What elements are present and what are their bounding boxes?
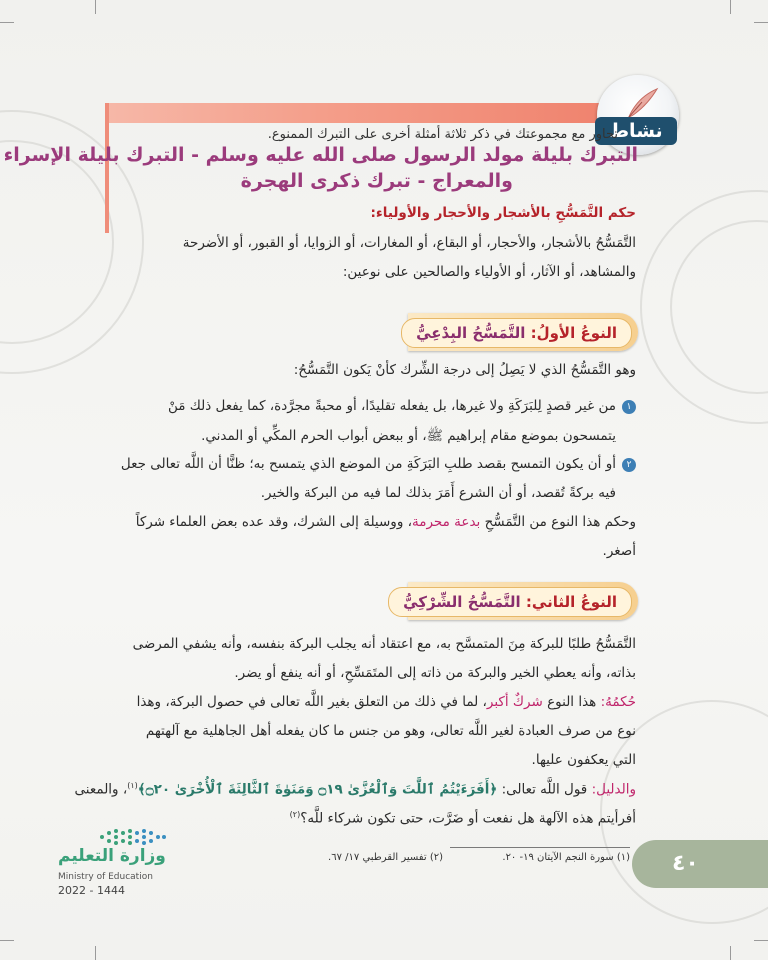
paragraph-line: والمشاهد، أو الآثار، أو الأولياء والصالحين على نوعين: [342,264,636,280]
ruling-highlight: بدعة محرمة [412,514,481,530]
paragraph-line: أصغر. [602,543,636,559]
paragraph-line: نوع من صرف العبادة لغير اللَّه تعالى، وهو من جنس ما كان يفعله أهل الجاهلية مع آلهتهم [145,723,636,739]
ministry-name-ar: وزارة التعليم [58,846,166,866]
crop-mark [730,946,731,960]
footnote-1: (١) سورة النجم الآيتان ١٩- ٢٠. [502,852,630,863]
ruling-heading: حكم التَّمَسُّحِ بالأشجار والأحجار والأولياء: [370,205,636,221]
footnote-rule [450,847,630,848]
bullet-text: يتمسحون بموضع مقام إبراهيم ﷺ، أو ببعض أبواب الحرم المكِّي أو المدني. [201,428,616,444]
dalil-line [75,781,636,798]
activity-badge-label: نشاط [595,117,677,145]
hukm-line [137,694,636,710]
crop-mark [0,940,14,941]
section-header-pill [388,587,632,617]
ministry-logo [58,828,168,898]
hukm-label: حُكمُهُ: [600,694,636,710]
ministry-dots-icon [98,828,168,846]
crop-mark [754,22,768,23]
hukm-text: هذا النوع [542,694,601,710]
dalil-meaning: أفرأيتم هذه الآلهة هل نفعت أو ضَرَّت، حتى تكون شركاء للَّه؟ [300,810,636,827]
paragraph-line: التَّمَسُّحُ بالأشجار، والأحجار، أو البقاع، أو المغارات، أو الزوايا، أو القبور، أو الأضرحة [182,235,636,251]
quran-verse: ﴿أَفَرَءَيْتُمُ ٱللَّٰتَ وَٱلْعُزَّىٰ ۝١٩ وَمَنَوٰةَ ٱلثَّالِثَةَ ٱلْأُخْرَىٰ ۝٢٠﴾ [137,781,498,798]
page-number: ٤٠ [632,840,768,888]
activity-border [105,103,109,233]
ruling-text: وحكم هذا النوع من التَّمَسُّحِ [480,514,636,530]
section-title: التَّمَسُّحُ الشِّرْكِيُّ [403,593,521,611]
crop-mark [95,0,96,14]
section-title: التَّمَسُّحُ البِدْعِيُّ [416,324,526,342]
crop-mark [0,22,14,23]
paragraph-line: التَّمَسُّحُ طلبًا للبركة مِنَ المتمسَّح به، مع اعتقاد أنه يجلب البركة بنفسه، وأنه يشفي المرضى [132,636,636,652]
edition-year: 2022 - 1444 [58,884,125,897]
ministry-name-en: Ministry of Education [58,872,153,882]
crop-mark [730,0,731,14]
bullet-number: ٢ [622,458,636,472]
footnote-ref: (٢) [289,810,301,819]
activity-answer-line: والمعراج - تبرك ذكرى الهجرة [240,170,513,192]
section-header-pill [401,318,632,348]
section-header-type1 [408,313,638,351]
dalil-label: والدليل: [591,781,636,798]
dalil-text: قول اللَّه تعالى: [497,781,592,798]
footnote-ref: (١) [127,781,138,790]
ruling-text: ، ووسيلة إلى الشرك، وقد عده بعض العلماء شركاً [135,514,412,530]
activity-banner [105,103,645,123]
ruling-line [136,514,636,530]
section-header-type2 [403,582,638,620]
bullet-text: من غير قصدٍ لِلبَرَكَةِ ولا غيرها، بل يفعله تقليدًا، أو محبةً مجرَّدة، كما يفعل ذلك مَنْ [167,398,616,414]
crop-mark [95,946,96,960]
dalil-line [290,810,636,827]
activity-answer-line: التبرك بليلة مولد الرسول صلى الله عليه وسلم - التبرك بليلة الإسراء [3,144,638,166]
hukm-text: ، لما في ذلك من التعلق بغير اللَّه تعالى في حصول البركة، وهذا [136,694,487,710]
paragraph-line: بذاته، وأنه يعطي الخير والبركة من ذاته إلى المتَمَسِّحِ، أو أنه ينفع أو يضر. [234,665,636,681]
hukm-highlight: شركٌ أكبر [486,694,543,710]
dalil-text: ، والمعنى [74,781,128,798]
crop-mark [754,940,768,941]
bullet-text: أو أن يكون التمسح بقصد طلبِ البَرَكَةِ من الموضع الذي يتمسح به؛ ظنًّا أن اللَّه تعالى جعل [120,456,616,472]
activity-instruction: تحاور مع مجموعتك في ذكر ثلاثة أمثلة أخرى على التبرك الممنوع. [267,127,618,142]
paragraph-line: التي يعكفون عليها. [531,752,636,768]
bullet-text: فيه بركةً تُقصد، أو أن الشرع أَمَرَ بذلك لما فيه من البركة والخير. [260,485,616,501]
paragraph-line: وهو التَّمَسُّحُ الذي لا يَصِلُ إلى درجة الشِّرك كأنْ يَكون التَّمَسُّحُ: [293,362,636,378]
bullet-number: ١ [622,400,636,414]
section-label: النوعُ الثاني: [525,593,617,611]
section-label: النوعُ الأولُ: [530,324,617,342]
footnote-2: (٢) تفسير القرطبي ١٧/ ٦٧. [328,852,443,863]
